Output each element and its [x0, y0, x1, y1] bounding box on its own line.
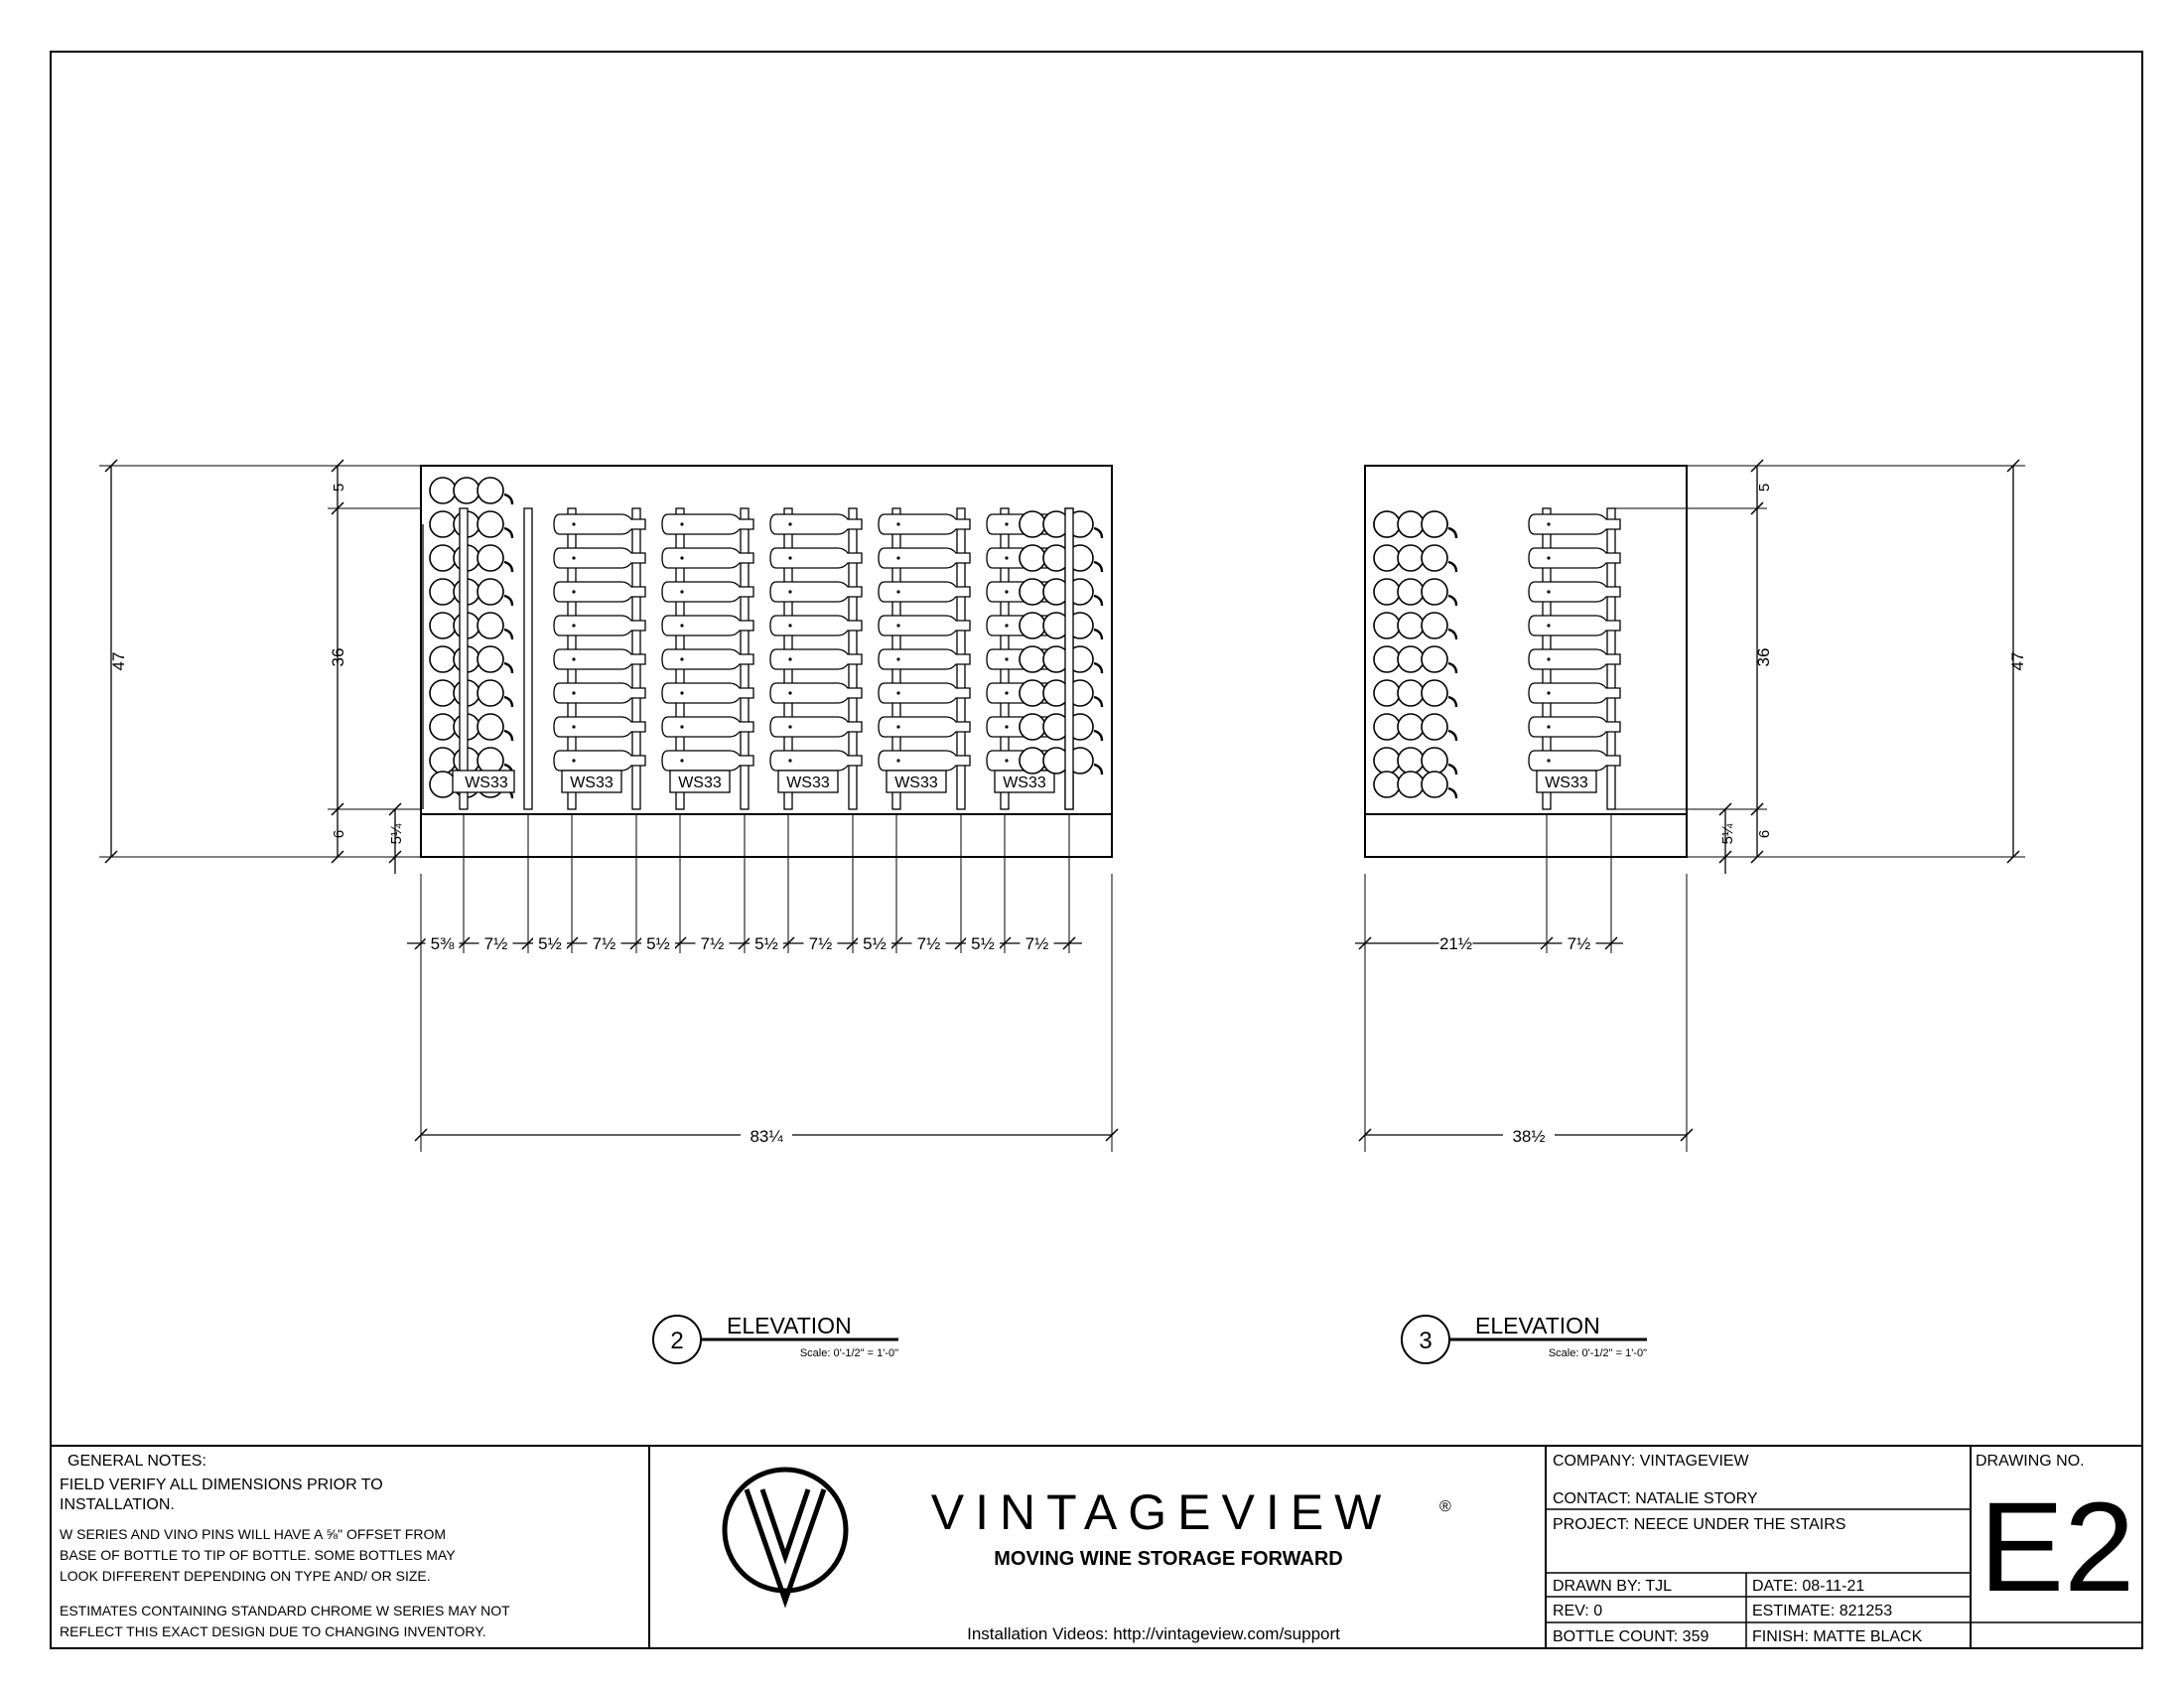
bottle-cradle [1448, 630, 1456, 639]
bottle-cradle [1094, 765, 1102, 774]
bottle-end-view [1398, 680, 1424, 706]
bottle-pin [1547, 590, 1550, 593]
bottle-pin [896, 556, 899, 559]
bottle-end-view [430, 646, 456, 672]
elevation-2-base-offset: 5¼ [388, 823, 405, 845]
bottle-pin [572, 522, 575, 525]
bottle-side-view [662, 582, 753, 602]
bottle-pin [1547, 624, 1550, 627]
bottle-end-view [1020, 714, 1045, 740]
bottle-end-view [430, 511, 456, 537]
bottle-pin [788, 657, 791, 660]
spacing-dimension: 5½ [754, 934, 778, 953]
bottle-pin [1547, 522, 1550, 525]
notes-line-7: REFLECT THIS EXACT DESIGN DUE TO CHANGING INVENTORY. [60, 1623, 486, 1639]
bottle-cradle [1448, 731, 1456, 741]
bottle-pin [572, 691, 575, 694]
bottle-end-view [1020, 613, 1045, 638]
bottle-end-view [1020, 579, 1045, 605]
elevation-3-overall-height: 47 [2008, 651, 2027, 671]
notes-line-3: W SERIES AND VINO PINS WILL HAVE A ⅝" OFFSET FROM [60, 1526, 447, 1542]
bottle-cradle [1094, 562, 1102, 572]
bottle-side-view [879, 649, 970, 669]
elevation-2-scale: Scale: 0'-1/2" = 1'-0" [799, 1347, 898, 1359]
elevation-3-bottom-gap: 6 [1756, 829, 1773, 839]
bottle-pin [788, 624, 791, 627]
elevation-3-dimensions [1355, 460, 2025, 1152]
rail-label: WS33 [1545, 774, 1588, 791]
rack-post [460, 508, 468, 809]
elevation-2-top-gap: 5 [331, 483, 347, 492]
bottle-side-view [662, 548, 753, 568]
bottle-pin [680, 590, 683, 593]
bottle-end-view [478, 579, 503, 605]
bottle-side-view [554, 649, 645, 669]
bottle-side-view [554, 514, 645, 534]
bottle-side-view [554, 616, 645, 635]
bottle-pin [1005, 691, 1008, 694]
rail-label: WS33 [1003, 774, 1046, 791]
bottle-end-view [478, 714, 503, 740]
tb-project: PROJECT: NEECE UNDER THE STAIRS [1553, 1516, 1846, 1533]
bottle-side-view [879, 683, 970, 703]
tb-drawn-by: DRAWN BY: TJL [1553, 1578, 1673, 1595]
rail-label: WS33 [465, 774, 508, 791]
bottle-cradle [1448, 697, 1456, 707]
bottle-pin [1005, 759, 1008, 762]
spacing-dimension: 7½ [808, 934, 833, 953]
bottle-pin [1547, 556, 1550, 559]
bottle-end-view [1398, 748, 1424, 774]
bottle-end-view [430, 748, 456, 774]
bottle-cradle [1448, 663, 1456, 673]
bottle-pin [1005, 522, 1008, 525]
elevation-3-title: ELEVATION [1475, 1313, 1600, 1338]
bottle-pin [1005, 590, 1008, 593]
bottle-cradle [504, 596, 512, 606]
bottle-end-view [1398, 511, 1424, 537]
elevation-2-overall-width: 83¼ [750, 1127, 783, 1146]
bottle-end-view [430, 772, 456, 797]
elevation-2-drawing [99, 460, 1118, 1152]
tb-drawing-no-label: DRAWING NO. [1976, 1453, 2085, 1470]
notes-line-2: INSTALLATION. [60, 1496, 175, 1513]
bottle-end-view [1374, 613, 1400, 638]
bottle-pin [1547, 759, 1550, 762]
bottle-end-view [1020, 748, 1045, 774]
bottle-pin [1547, 657, 1550, 660]
bottle-side-view [770, 751, 862, 771]
bottle-end-view [1422, 748, 1447, 774]
elevation-2-spacing-labels [426, 928, 1054, 954]
bottle-end-view [478, 748, 503, 774]
brand-registered: ® [1439, 1498, 1451, 1515]
notes-line-4: BASE OF BOTTLE TO TIP OF BOTTLE. SOME BOTTLES MAY [60, 1547, 456, 1563]
bottle-end-view [478, 613, 503, 638]
bottle-pin [572, 759, 575, 762]
elevation-3-top-gap: 5 [1756, 483, 1773, 492]
installation-videos-link[interactable]: Installation Videos: http://vintageview.com/support [967, 1624, 1340, 1643]
tb-drawing-no: E2 [1979, 1477, 2135, 1618]
bottle-cradle [1094, 630, 1102, 639]
notes-heading: GENERAL NOTES: [68, 1453, 206, 1470]
bottle-end-view [1374, 772, 1400, 797]
bottle-pin [788, 590, 791, 593]
bottle-cradle [504, 697, 512, 707]
bottle-pin [788, 759, 791, 762]
bottle-cradle [1094, 663, 1102, 673]
bottle-end-view [430, 613, 456, 638]
bottle-pin [1005, 624, 1008, 627]
bottle-pin [572, 657, 575, 660]
bottle-pin [1005, 556, 1008, 559]
bottle-pin [572, 725, 575, 728]
bottle-end-view [1020, 680, 1045, 706]
brand-name: VINTAGEVIEW [930, 1484, 1393, 1540]
bottle-end-view [1020, 545, 1045, 571]
bottle-end-view [478, 478, 503, 503]
bottle-pin [1547, 725, 1550, 728]
bottle-side-view [879, 616, 970, 635]
notes-line-5: LOOK DIFFERENT DEPENDING ON TYPE AND/ OR SIZE. [60, 1568, 431, 1584]
bottle-pin [680, 556, 683, 559]
elevation-3-spacing-labels [1439, 928, 1596, 954]
rail-label: WS33 [786, 774, 830, 791]
bottle-side-view [770, 683, 862, 703]
elevation-2-overall-height: 47 [109, 651, 128, 671]
elevation-3-base-offset: 5¼ [1719, 823, 1736, 845]
bottle-cradle [1094, 697, 1102, 707]
bottle-side-view [770, 717, 862, 737]
bottle-side-view [662, 649, 753, 669]
bottle-end-view [430, 714, 456, 740]
elevation-3-scale: Scale: 0'-1/2" = 1'-0" [1548, 1347, 1647, 1359]
spacing-dimension: 5½ [646, 934, 670, 953]
bottle-side-view [1529, 514, 1620, 534]
bottle-end-view [430, 579, 456, 605]
tb-rev: REV: 0 [1553, 1603, 1603, 1619]
bottle-pin [896, 590, 899, 593]
brand-tagline: MOVING WINE STORAGE FORWARD [994, 1548, 1343, 1570]
bottle-end-view [1374, 680, 1400, 706]
elevation-3-racks [1374, 508, 1620, 809]
bottle-end-view [1422, 772, 1447, 797]
elevation-3-drawing [1355, 460, 2025, 1152]
bottle-pin [896, 522, 899, 525]
spacing-dimension: 5½ [538, 934, 562, 953]
bottle-side-view [1529, 649, 1620, 669]
bottle-side-view [554, 548, 645, 568]
bottle-side-view [879, 717, 970, 737]
spacing-dimension: 21½ [1438, 934, 1473, 953]
elevation-2-callout-number: 2 [670, 1328, 684, 1354]
bottle-side-view [662, 683, 753, 703]
bottle-end-view [1422, 511, 1447, 537]
bottle-side-view [1529, 717, 1620, 737]
bottle-pin [896, 624, 899, 627]
bottle-end-view [430, 545, 456, 571]
bottle-cradle [504, 731, 512, 741]
notes-line-1: FIELD VERIFY ALL DIMENSIONS PRIOR TO [60, 1477, 383, 1493]
bottle-side-view [554, 751, 645, 771]
bottle-pin [680, 759, 683, 762]
elevation-2-title: ELEVATION [727, 1313, 852, 1338]
bottle-end-view [430, 680, 456, 706]
bottle-side-view [770, 514, 862, 534]
tb-company: COMPANY: VINTAGEVIEW [1553, 1453, 1749, 1470]
bottle-end-view [1422, 545, 1447, 571]
bottle-end-view [1422, 613, 1447, 638]
bottle-cradle [1448, 562, 1456, 572]
elevation-3-callout [1402, 1313, 1647, 1363]
bottle-pin [896, 759, 899, 762]
rail-label: WS33 [894, 774, 938, 791]
bottle-pin [680, 522, 683, 525]
bottle-side-view [662, 616, 753, 635]
bottle-side-view [554, 717, 645, 737]
rack-post [524, 508, 532, 809]
spacing-dimension: 7½ [916, 934, 941, 953]
bottle-end-view [1374, 714, 1400, 740]
bottle-side-view [554, 582, 645, 602]
bottle-side-view [879, 548, 970, 568]
spacing-dimension: 7½ [700, 934, 725, 953]
bottle-pin [896, 691, 899, 694]
tb-estimate: ESTIMATE: 821253 [1752, 1603, 1893, 1619]
tb-date: DATE: 08-11-21 [1752, 1578, 1865, 1595]
elevation-2-racks [423, 478, 1102, 809]
bottle-side-view [770, 616, 862, 635]
bottle-pin [788, 556, 791, 559]
bottle-end-view [454, 478, 479, 503]
bottle-pin [572, 624, 575, 627]
bottle-pin [1005, 725, 1008, 728]
bottle-pin [1547, 691, 1550, 694]
bottle-end-view [1020, 511, 1045, 537]
bottle-pin [896, 657, 899, 660]
bottle-end-view [1422, 714, 1447, 740]
bottle-end-view [478, 646, 503, 672]
bottle-side-view [879, 582, 970, 602]
bottle-cradle [504, 663, 512, 673]
bottle-cradle [1094, 528, 1102, 538]
elevation-3-callout-number: 3 [1419, 1328, 1433, 1354]
bottle-cradle [1094, 731, 1102, 741]
bottle-side-view [1529, 683, 1620, 703]
sheet-border [51, 52, 2142, 1648]
rack-post [1065, 508, 1073, 809]
bottle-end-view [1398, 613, 1424, 638]
bottle-pin [680, 691, 683, 694]
spacing-dimension: 5⅜ [430, 934, 455, 953]
spacing-dimension: 7½ [592, 934, 616, 953]
bottle-pin [1005, 657, 1008, 660]
bottle-cradle [504, 630, 512, 639]
bottle-end-view [1374, 748, 1400, 774]
elevation-2-bottom-gap: 6 [331, 829, 347, 839]
elevation-3-rack-height: 36 [1754, 647, 1773, 667]
bottle-pin [680, 624, 683, 627]
elevation-3-overall-width: 38½ [1512, 1127, 1546, 1146]
bottle-pin [788, 691, 791, 694]
bottle-end-view [1374, 511, 1400, 537]
bottle-end-view [1398, 545, 1424, 571]
bottle-end-view [1398, 714, 1424, 740]
spacing-dimension: 7½ [483, 934, 508, 953]
bottle-end-view [430, 478, 456, 503]
bottle-pin [896, 725, 899, 728]
spacing-dimension: 7½ [1024, 934, 1049, 953]
bottle-end-view [1422, 646, 1447, 672]
bottle-side-view [662, 717, 753, 737]
bottle-side-view [1529, 751, 1620, 771]
rail-label: WS33 [678, 774, 722, 791]
bottle-cradle [1448, 596, 1456, 606]
bottle-side-view [554, 683, 645, 703]
bottle-end-view [1422, 579, 1447, 605]
elevation-2-callout [653, 1313, 898, 1363]
logo-circle [725, 1470, 846, 1591]
bottle-end-view [1374, 646, 1400, 672]
bottle-pin [572, 590, 575, 593]
bottle-end-view [1020, 646, 1045, 672]
bottle-side-view [662, 514, 753, 534]
bottle-cradle [1448, 765, 1456, 774]
bottle-pin [788, 522, 791, 525]
bottle-side-view [879, 514, 970, 534]
elevation-2-rack-height: 36 [329, 647, 347, 667]
bottle-pin [680, 657, 683, 660]
bottle-cradle [1094, 596, 1102, 606]
notes-line-6: ESTIMATES CONTAINING STANDARD CHROME W SERIES MAY NOT [60, 1603, 510, 1618]
vintageview-logo [725, 1470, 846, 1601]
bottle-side-view [770, 649, 862, 669]
bottle-side-view [1529, 616, 1620, 635]
bottle-cradle [504, 562, 512, 572]
bottle-end-view [1374, 579, 1400, 605]
bottle-side-view [770, 548, 862, 568]
bottle-side-view [770, 582, 862, 602]
bottle-side-view [1529, 582, 1620, 602]
tb-contact: CONTACT: NATALIE STORY [1553, 1490, 1758, 1507]
bottle-end-view [478, 545, 503, 571]
tb-bottle-count: BOTTLE COUNT: 359 [1553, 1628, 1709, 1645]
bottle-end-view [478, 511, 503, 537]
bottle-cradle [504, 528, 512, 538]
bottle-end-view [1398, 646, 1424, 672]
tb-finish: FINISH: MATTE BLACK [1752, 1628, 1923, 1645]
bottle-pin [680, 725, 683, 728]
bottle-pin [788, 725, 791, 728]
bottle-end-view [1398, 772, 1424, 797]
bottle-side-view [662, 751, 753, 771]
rail-label: WS33 [570, 774, 614, 791]
spacing-dimension: 5½ [863, 934, 887, 953]
bottle-end-view [1374, 545, 1400, 571]
bottle-side-view [1529, 548, 1620, 568]
bottle-pin [572, 556, 575, 559]
bottle-end-view [478, 680, 503, 706]
spacing-dimension: 7½ [1567, 934, 1591, 953]
spacing-dimension: 5½ [971, 934, 995, 953]
bottle-cradle [504, 494, 512, 504]
bottle-cradle [1448, 788, 1456, 798]
bottle-end-view [1398, 579, 1424, 605]
bottle-cradle [1448, 528, 1456, 538]
bottle-side-view [879, 751, 970, 771]
bottle-end-view [1422, 680, 1447, 706]
